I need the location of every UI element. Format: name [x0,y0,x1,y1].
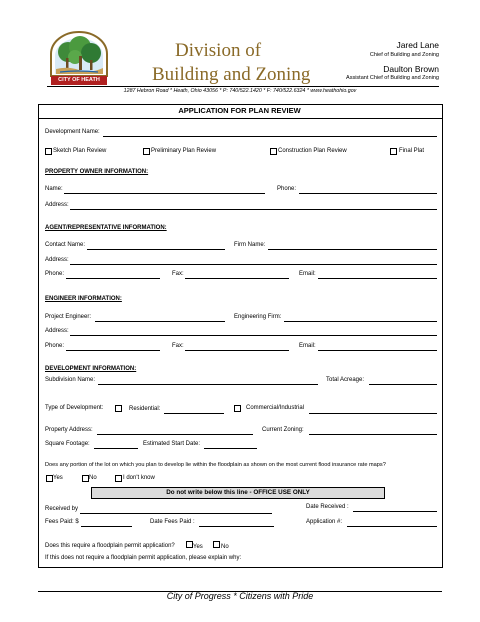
floodplain-unknown-label: I don't know [123,475,155,481]
permit-no-checkbox[interactable] [213,541,220,548]
agent-phone-field[interactable] [66,278,160,279]
form-title: APPLICATION FOR PLAN REVIEW [178,106,301,115]
sketch-plan-label: Sketch Plan Review [53,148,107,154]
owner-address-label: Address: [45,202,69,208]
engineer-email-field[interactable] [318,350,437,351]
official1-name: Jared Lane [396,40,439,50]
permit-no-label: No [221,544,229,550]
agent-heading: AGENT/REPRESENTATIVE INFORMATION: [45,225,167,231]
subdivision-field[interactable] [98,384,318,385]
floodplain-yes-label: Yes [53,475,63,481]
application-number-field[interactable] [347,526,437,527]
start-date-label: Estimated Start Date: [143,441,201,447]
engineering-firm-field[interactable] [284,321,437,322]
permit-question: Does this require a floodplain permit application? [45,543,175,549]
engineer-address-field[interactable] [70,335,437,336]
development-name-label: Development Name: [45,129,100,135]
start-date-field[interactable] [204,448,257,449]
square-footage-field[interactable] [94,448,138,449]
permit-yes-label: Yes [193,544,203,550]
floodplain-yes-checkbox[interactable] [46,475,53,482]
commercial-field[interactable] [309,413,437,414]
total-acreage-label: Total Acreage: [326,377,365,383]
fees-paid-field[interactable] [81,526,132,527]
property-address-field[interactable] [97,434,253,435]
construction-plan-label: Construction Plan Review [278,148,347,154]
property-address-label: Property Address: [45,427,93,433]
development-heading: DEVELOPMENT INFORMATION: [45,366,137,372]
residential-checkbox[interactable] [115,405,122,412]
residential-field[interactable] [164,413,224,414]
subdivision-label: Subdivision Name: [45,377,96,383]
official1-title: Chief of Building and Zoning [369,52,439,58]
header-address: 1287 Hebron Road * Heath, Ohio 43056 * P: 740/522.1420 * F: 740/522.6324 * www.heathohio.gov [123,88,357,94]
agent-address-field[interactable] [70,264,437,265]
office-use-banner [91,487,385,499]
total-acreage-field[interactable] [369,384,437,385]
received-by-field[interactable] [80,513,272,514]
square-footage-label: Square Footage: [45,441,90,447]
engineer-address-label: Address: [45,328,69,334]
agent-email-label: Email: [299,271,316,277]
permit-yes-checkbox[interactable] [186,541,193,548]
date-fees-paid-field[interactable] [199,526,274,527]
commercial-label: Commercial/Industrial [246,405,305,411]
agent-firm-field[interactable] [268,249,437,250]
division-title-line2: Building and Zoning [152,64,311,85]
owner-heading: PROPERTY OWNER INFORMATION: [45,169,149,175]
sketch-plan-checkbox[interactable] [45,148,52,155]
header-rule [47,86,439,87]
official2-title: Assistant Chief of Building and Zoning [346,75,439,81]
preliminary-plan-checkbox[interactable] [143,148,150,155]
project-engineer-label: Project Engineer: [45,314,92,320]
development-name-field[interactable] [103,136,437,137]
current-zoning-field[interactable] [309,434,437,435]
commercial-checkbox[interactable] [234,405,241,412]
agent-fax-label: Fax: [172,271,184,277]
division-title-line1: Division of [175,40,262,61]
official2-name: Daulton Brown [383,64,439,74]
form-title-rule [38,118,442,119]
engineer-fax-field[interactable] [185,350,289,351]
engineer-phone-field[interactable] [66,350,160,351]
date-fees-paid-label: Date Fees Paid : [150,519,195,525]
floodplain-no-label: No [89,475,97,481]
fees-paid-label: Fees Paid: $ [45,519,79,525]
engineer-fax-label: Fax: [172,343,184,349]
project-engineer-field[interactable] [95,321,225,322]
final-plat-checkbox[interactable] [390,148,397,155]
engineering-firm-label: Engineering Firm: [234,314,282,320]
final-plat-label: Final Plat [399,148,425,154]
application-number-label: Application #: [306,519,343,525]
agent-contact-label: Contact Name: [45,242,86,248]
explain-label: If this does not require a floodplain permit application, please explain why: [45,555,242,561]
current-zoning-label: Current Zoning: [262,427,304,433]
development-type-label: Type of Development: [45,405,104,411]
agent-phone-label: Phone: [45,271,65,277]
date-received-field[interactable] [353,511,437,512]
engineer-phone-label: Phone: [45,343,65,349]
preliminary-plan-label: Preliminary Plan Review [151,148,217,154]
residential-label: Residential: [129,406,161,412]
engineer-email-label: Email: [299,343,316,349]
floodplain-unknown-checkbox[interactable] [115,475,122,482]
city-label: CITY OF HEATH [58,77,100,83]
owner-phone-label: Phone: [277,186,297,192]
owner-name-label: Name: [45,186,63,192]
engineer-heading: ENGINEER INFORMATION: [45,296,122,302]
agent-firm-label: Firm Name: [234,242,266,248]
agent-fax-field[interactable] [185,278,289,279]
owner-phone-field[interactable] [299,193,437,194]
construction-plan-checkbox[interactable] [270,148,277,155]
office-use-text: Do not write below this line - OFFICE USE ONLY [166,489,310,496]
agent-address-label: Address: [45,257,69,263]
floodplain-question: Does any portion of the lot on which you plan to develop lie within the floodplain as shown on the most current flood insurance rate maps? [45,462,386,468]
agent-email-field[interactable] [318,278,437,279]
agent-contact-field[interactable] [87,249,225,250]
owner-address-field[interactable] [70,209,437,210]
floodplain-no-checkbox[interactable] [82,475,89,482]
date-received-label: Date Received : [306,504,349,510]
footer-slogan: City of Progress * Citizens with Pride [166,591,314,601]
owner-name-field[interactable] [64,193,265,194]
received-by-label: Received by [45,506,79,512]
city-seal-logo [48,30,110,86]
